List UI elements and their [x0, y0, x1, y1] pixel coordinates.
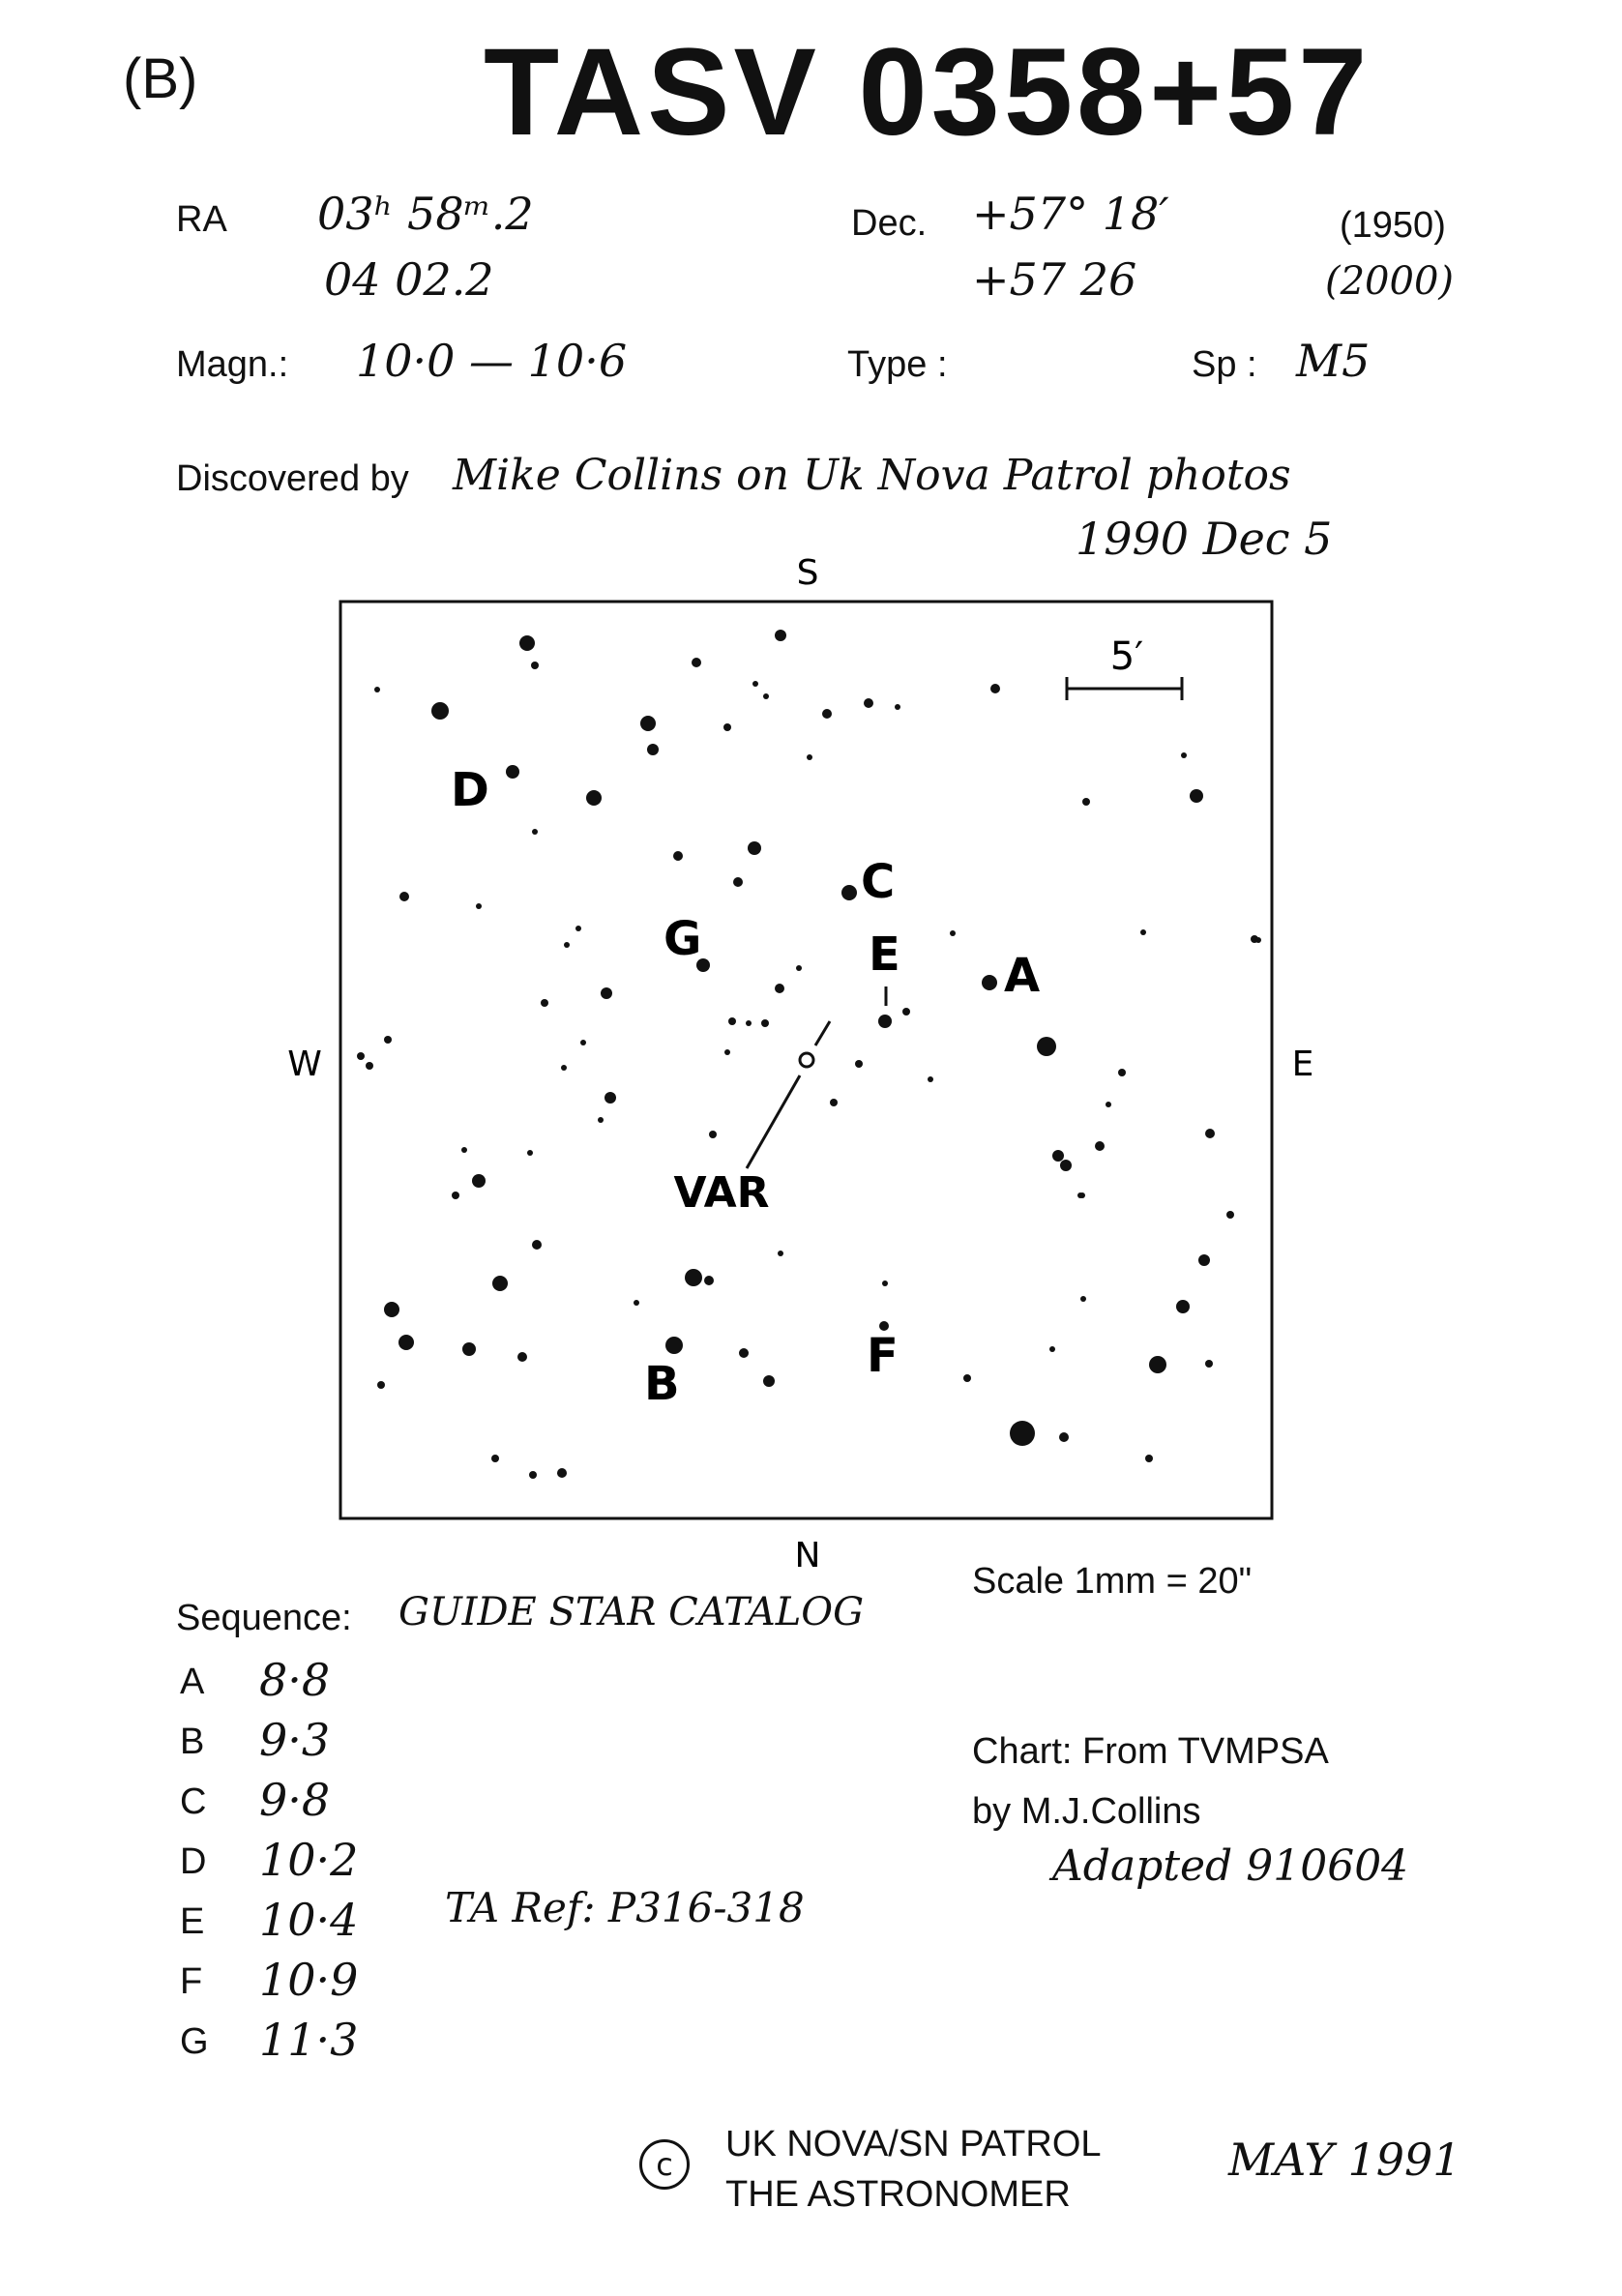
comparison-label-g: G — [664, 912, 702, 966]
dec-1950-value: +57° 18′ — [972, 188, 1169, 240]
scale-bar-label: 5′ — [1109, 634, 1144, 679]
star-40 — [728, 1017, 736, 1025]
sequence-mag-b: 9·3 — [259, 1714, 331, 1766]
star-42 — [761, 1019, 769, 1027]
sequence-mag-f: 10·9 — [259, 1954, 359, 2006]
star-89 — [1205, 1360, 1213, 1368]
footer-line-1: UK NOVA/SN PATROL — [725, 2124, 1102, 2164]
star-77 — [1080, 1296, 1086, 1302]
star-67 — [1205, 1129, 1215, 1138]
dec-2000-value: +57 26 — [972, 253, 1137, 306]
sequence-star-e: E — [180, 1901, 205, 1942]
chart-credit: Chart: From TVMPSA — [972, 1731, 1329, 1772]
sequence-mag-c: 9·8 — [259, 1774, 331, 1826]
chart-title: TASV 0358+57 — [484, 23, 1371, 162]
star-1 — [374, 687, 380, 692]
star-57 — [1106, 1102, 1111, 1107]
star-61 — [709, 1131, 717, 1138]
star-4 — [692, 658, 701, 667]
star-30 — [950, 930, 956, 936]
star-75 — [882, 1280, 888, 1286]
star-78 — [634, 1300, 639, 1306]
star-99 — [1255, 937, 1261, 943]
chart-frame — [340, 602, 1272, 1518]
sequence-label: Sequence: — [176, 1598, 352, 1638]
star-72 — [685, 1269, 702, 1286]
sequence-mag-a: 8·8 — [259, 1654, 331, 1706]
star-71 — [778, 1251, 783, 1256]
star-20 — [748, 841, 761, 855]
star-98 — [1145, 1455, 1153, 1462]
star-46 — [1037, 1037, 1056, 1056]
direction-west: W — [287, 1045, 322, 1084]
sequence-star-g: G — [180, 2021, 209, 2062]
sequence-mag-g: 11·3 — [259, 2014, 359, 2066]
star-63 — [527, 1150, 533, 1156]
star-24 — [1181, 752, 1187, 758]
star-37 — [601, 987, 612, 999]
spectral-value: M5 — [1296, 335, 1371, 387]
star-65 — [452, 1192, 459, 1199]
star-59 — [1060, 1160, 1072, 1171]
ra-2000-value: 04 02.2 — [324, 253, 494, 306]
star-36 — [541, 999, 548, 1007]
star-19 — [673, 851, 683, 861]
star-2 — [431, 702, 449, 720]
variable-pointer-line — [747, 1075, 800, 1168]
footer-date: MAY 1991 — [1228, 2134, 1461, 2186]
dec-label: Dec. — [851, 203, 928, 244]
star-55 — [598, 1117, 604, 1123]
star-85 — [665, 1337, 683, 1354]
footer-line-2: THE ASTRONOMER — [725, 2174, 1071, 2215]
comparison-label-a: A — [1004, 949, 1041, 1003]
star-76 — [1198, 1254, 1210, 1266]
star-88 — [1149, 1356, 1166, 1373]
sequence-star-d: D — [180, 1841, 207, 1882]
star-91 — [763, 1375, 775, 1387]
star-64 — [472, 1174, 486, 1188]
star-8 — [723, 723, 731, 731]
scale-text: Scale 1mm = 20" — [972, 1561, 1253, 1602]
star-14 — [807, 754, 812, 760]
star-7 — [647, 744, 659, 755]
star-10 — [763, 693, 769, 699]
star-11 — [822, 709, 832, 719]
variable-star-marker — [800, 1053, 813, 1067]
series-label: (B) — [123, 47, 198, 110]
star-45 — [855, 1060, 863, 1068]
star-3 — [531, 662, 539, 669]
comparison-labels — [451, 763, 1040, 1411]
star-51 — [384, 1036, 392, 1044]
star-26 — [399, 892, 409, 901]
star-48 — [928, 1076, 933, 1082]
star-41 — [746, 1020, 752, 1026]
star-54 — [605, 1092, 616, 1104]
star-29 — [564, 942, 570, 948]
copyright-symbol: c — [639, 2139, 690, 2190]
star-52 — [580, 1040, 586, 1045]
star-39 — [902, 1008, 910, 1016]
comparison-label-e: E — [869, 927, 900, 982]
comparison-label-c: C — [861, 855, 896, 909]
star-0 — [519, 635, 535, 651]
star-17 — [586, 790, 602, 806]
star-83 — [462, 1342, 476, 1356]
star-96 — [529, 1471, 537, 1479]
sequence-star-b: B — [180, 1722, 205, 1762]
star-25 — [1190, 789, 1203, 803]
ta-reference: TA Ref: P316-318 — [445, 1884, 805, 1931]
star-97 — [557, 1468, 567, 1478]
star-34 — [775, 984, 784, 993]
comparison-label-f: F — [867, 1329, 899, 1383]
adapted-note: Adapted 910604 — [1052, 1841, 1409, 1891]
star-81 — [1176, 1300, 1190, 1313]
star-73 — [704, 1276, 714, 1285]
star-12 — [864, 698, 873, 708]
magnitude-range: 10·0 — 10·6 — [356, 335, 628, 387]
epoch-2000: (2000) — [1325, 259, 1455, 304]
author-credit: by M.J.Collins — [972, 1791, 1201, 1832]
star-44 — [878, 1015, 892, 1028]
star-95 — [491, 1455, 499, 1462]
type-label: Type : — [847, 344, 948, 385]
star-22 — [841, 885, 857, 900]
star-80 — [398, 1335, 414, 1350]
discoverer-text: Mike Collins on Uk Nova Patrol photos — [453, 451, 1291, 500]
direction-east: E — [1291, 1045, 1314, 1084]
star-27 — [476, 903, 482, 909]
discovery-date: 1990 Dec 5 — [1076, 513, 1333, 565]
star-13 — [895, 704, 900, 710]
star-79 — [384, 1302, 399, 1317]
sequence-star-a: A — [180, 1662, 205, 1702]
sequence-star-c: C — [180, 1781, 207, 1822]
scale-bar — [1067, 677, 1182, 700]
magnitude-label: Magn.: — [176, 344, 289, 385]
variable-tick — [815, 1021, 830, 1045]
star-49 — [357, 1052, 365, 1060]
discovered-label: Discovered by — [176, 458, 409, 499]
star-53 — [1118, 1069, 1126, 1076]
star-62 — [461, 1147, 467, 1153]
sequence-mag-d: 10·2 — [259, 1834, 359, 1886]
ra-label: RA — [176, 199, 227, 240]
star-92 — [963, 1374, 971, 1382]
star-68 — [1226, 1211, 1234, 1219]
direction-north: N — [794, 1536, 821, 1575]
star-50 — [366, 1062, 373, 1070]
ra-1950-value: 03ʰ 58ᵐ.2 — [317, 188, 534, 240]
star-93 — [1010, 1421, 1035, 1446]
star-43 — [724, 1049, 730, 1055]
spectral-label: Sp : — [1192, 344, 1257, 385]
star-70 — [532, 1240, 542, 1250]
star-87 — [1049, 1346, 1055, 1352]
sequence-mag-e: 10·4 — [259, 1894, 359, 1946]
star-28 — [575, 926, 581, 931]
star-90 — [377, 1381, 385, 1389]
epoch-1950: (1950) — [1340, 205, 1446, 246]
star-58 — [1052, 1150, 1064, 1162]
sequence-source: GUIDE STAR CATALOG — [398, 1590, 865, 1634]
comparison-label-d: D — [451, 763, 489, 817]
star-86 — [739, 1348, 749, 1358]
sequence-star-f: F — [180, 1961, 203, 2002]
star-38 — [982, 975, 997, 990]
star-9 — [752, 681, 758, 687]
star-21 — [733, 877, 743, 887]
star-16 — [506, 765, 519, 779]
star-23 — [1082, 798, 1090, 806]
star-69 — [1077, 1192, 1083, 1198]
variable-label: VAR — [673, 1168, 770, 1218]
star-94 — [1059, 1432, 1069, 1442]
star-31 — [1140, 929, 1146, 935]
star-5 — [775, 630, 786, 641]
star-56 — [830, 1099, 838, 1106]
star-74 — [492, 1276, 508, 1291]
star-6 — [640, 716, 656, 731]
star-35 — [796, 965, 802, 971]
star-47 — [561, 1065, 567, 1071]
star-15 — [990, 684, 1000, 693]
star-18 — [532, 829, 538, 835]
comparison-label-b: B — [644, 1357, 680, 1411]
star-84 — [517, 1352, 527, 1362]
direction-south: S — [796, 553, 819, 593]
star-60 — [1095, 1141, 1105, 1151]
